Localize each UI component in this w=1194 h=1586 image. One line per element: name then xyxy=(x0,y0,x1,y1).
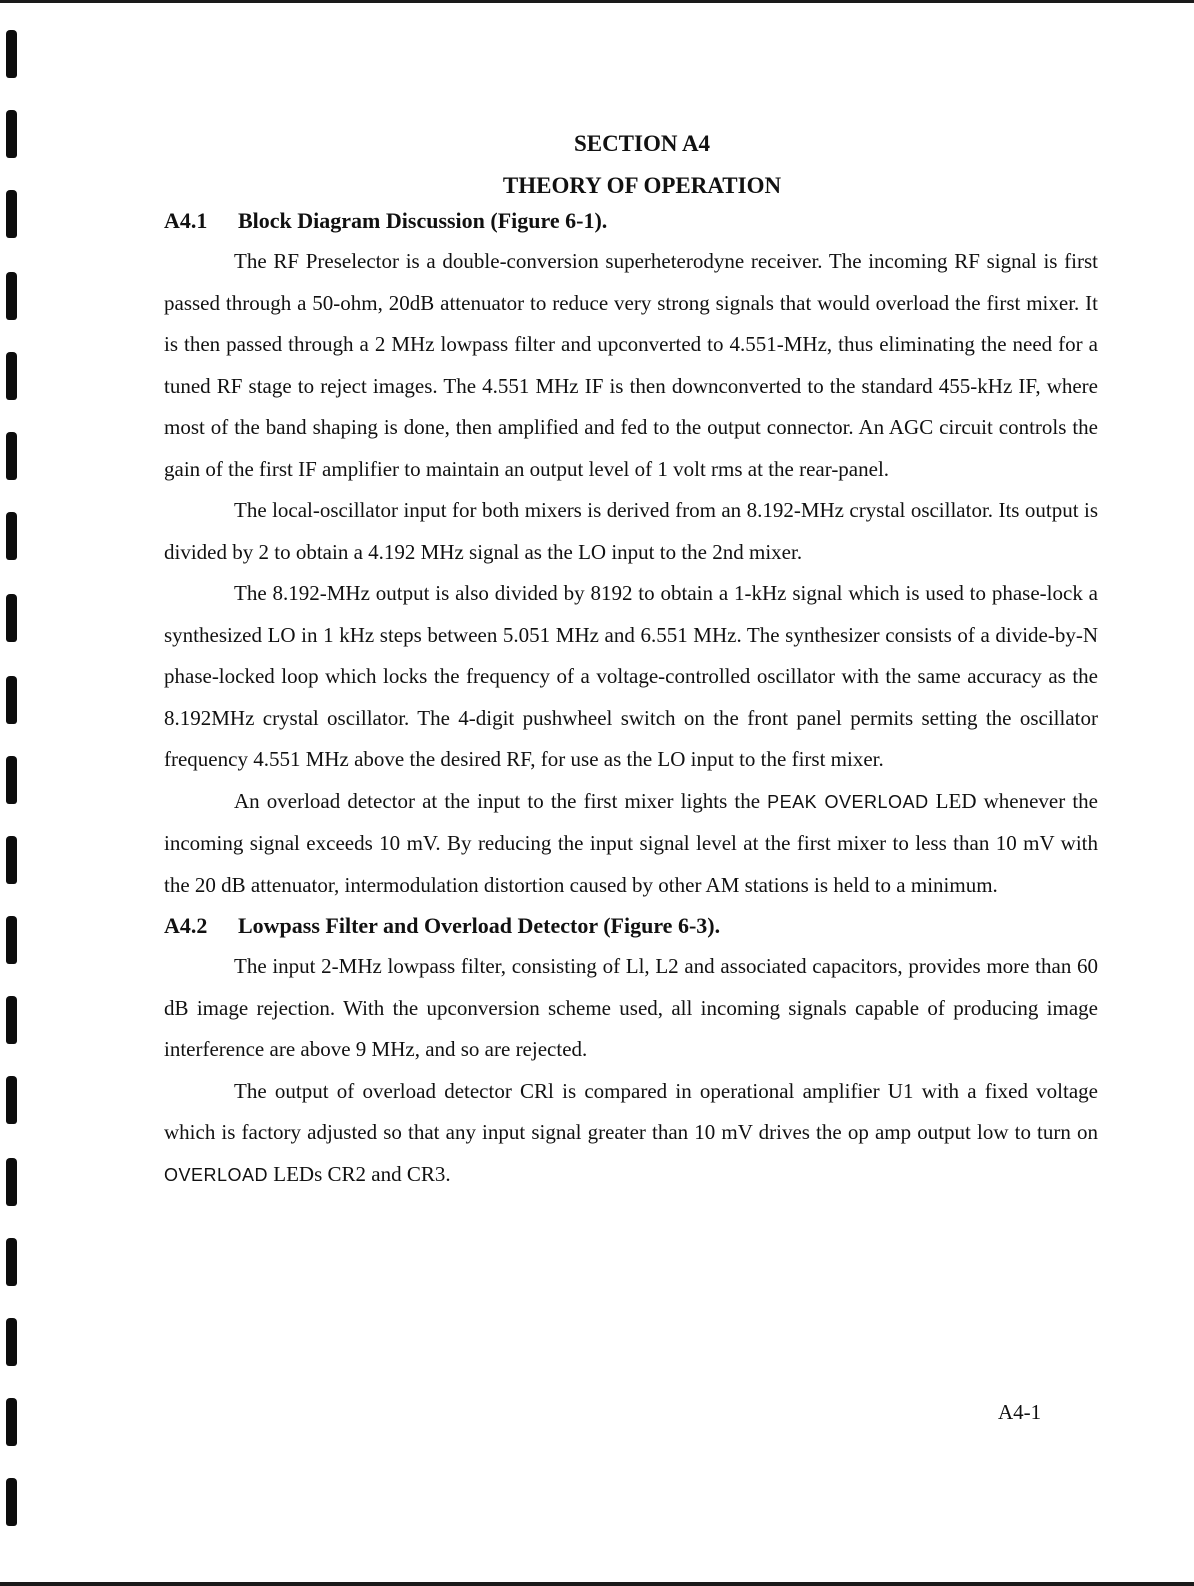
panel-label-text: OVERLOAD xyxy=(164,1164,269,1185)
binding-hole xyxy=(6,1478,17,1526)
binding-hole xyxy=(6,272,17,320)
paragraph-text: An overload detector at the input to the first mixer lights the xyxy=(234,788,768,813)
subsection-heading xyxy=(164,207,1098,235)
binding-hole xyxy=(6,996,17,1044)
page-top-edge xyxy=(0,0,1194,3)
binding-hole xyxy=(6,190,17,238)
subsection-title: Block Diagram Discussion (Figure 6-1). xyxy=(238,208,608,233)
section-title: THEORY OF OPERATION xyxy=(502,173,782,198)
binding-hole xyxy=(6,916,17,964)
paragraph-text: LED whenever the incoming signal exceeds 10 mV. By reducing the input signal level at the first mixer to less than 10 mV with the 20 dB attenuator, intermodulation distortion caused by other AM stations is held to a minimum. xyxy=(164,788,1098,897)
binding-hole xyxy=(6,1238,17,1286)
binding-hole xyxy=(6,1318,17,1366)
binding-hole xyxy=(6,594,17,642)
paragraph: The RF Preselector is a double-conversion superheterodyne receiver. The incoming RF signal is first passed through a 50-ohm, 20dB attenuator to reduce very strong signals that would overload the first mixer. It is then passed through a 2 MHz lowpass filter and upconverted to 4.551-MHz, thus eliminating the need for a tuned RF stage to reject images. The 4.551 MHz IF is then downconverted to the standard 455-kHz IF, where most of the band shaping is done, then amplified and fed to the output connector. An AGC circuit controls the gain of the first IF amplifier to maintain an output level of 1 volt rms at the rear-panel. xyxy=(164,249,1098,481)
paragraph-text: The output of overload detector CRl is compared in operational amplifier U1 with a fixed voltage which is factory adjusted so that any input signal greater than 10 mV drives the op amp output low to turn on xyxy=(164,1078,1098,1144)
binding-hole xyxy=(6,676,17,724)
binding-hole xyxy=(6,836,17,884)
panel-label-text: PEAK OVERLOAD xyxy=(767,791,929,812)
page-bottom-edge xyxy=(0,1582,1194,1586)
paragraph-overload-comparator xyxy=(164,1071,1098,1197)
binding-hole xyxy=(6,432,17,480)
section-heading: SECTION A4 xyxy=(573,131,711,156)
document-body xyxy=(158,125,1098,1196)
subsection-number: A4.1 xyxy=(164,208,208,233)
binding-hole xyxy=(6,30,17,78)
paragraph-text: LEDs CR2 and CR3. xyxy=(268,1161,451,1186)
binding-hole xyxy=(6,1158,17,1206)
paragraph: The input 2-MHz lowpass filter, consisting of Ll, L2 and associated capacitors, provides more than 60 dB image rejection. With the upconversion scheme used, all incoming signals capable of producing image interference are above 9 MHz, and so are rejected. xyxy=(164,954,1098,1061)
binding-hole xyxy=(6,352,17,400)
binding-hole xyxy=(6,756,17,804)
subsection-heading xyxy=(164,912,1098,940)
paragraph-overload-detector xyxy=(164,781,1098,907)
binding-hole xyxy=(6,1076,17,1124)
subsection-number: A4.2 xyxy=(164,913,208,938)
binding-hole xyxy=(6,512,17,560)
page-number: A4-1 xyxy=(998,1400,1042,1424)
subsection-title: Lowpass Filter and Overload Detector (Figure 6-3). xyxy=(238,913,721,938)
paragraph: The 8.192-MHz output is also divided by 8192 to obtain a 1-kHz signal which is used to phase-lock a synthesized LO in 1 kHz steps between 5.051 MHz and 6.551 MHz. The synthesizer consists of a divide-by-N phase-locked loop which locks the frequency of a voltage-controlled oscillator with the same accuracy as the 8.192MHz crystal oscillator. The 4-digit pushwheel switch on the front panel permits setting the oscillator frequency 4.551 MHz above the desired RF, for use as the LO input to the first mixer. xyxy=(164,581,1098,771)
binding-hole xyxy=(6,1398,17,1446)
binding-hole xyxy=(6,110,17,158)
paragraph: The local-oscillator input for both mixers is derived from an 8.192-MHz crystal oscillator. Its output is divided by 2 to obtain a 4.192 MHz signal as the LO input to the 2nd mixer. xyxy=(164,498,1098,564)
